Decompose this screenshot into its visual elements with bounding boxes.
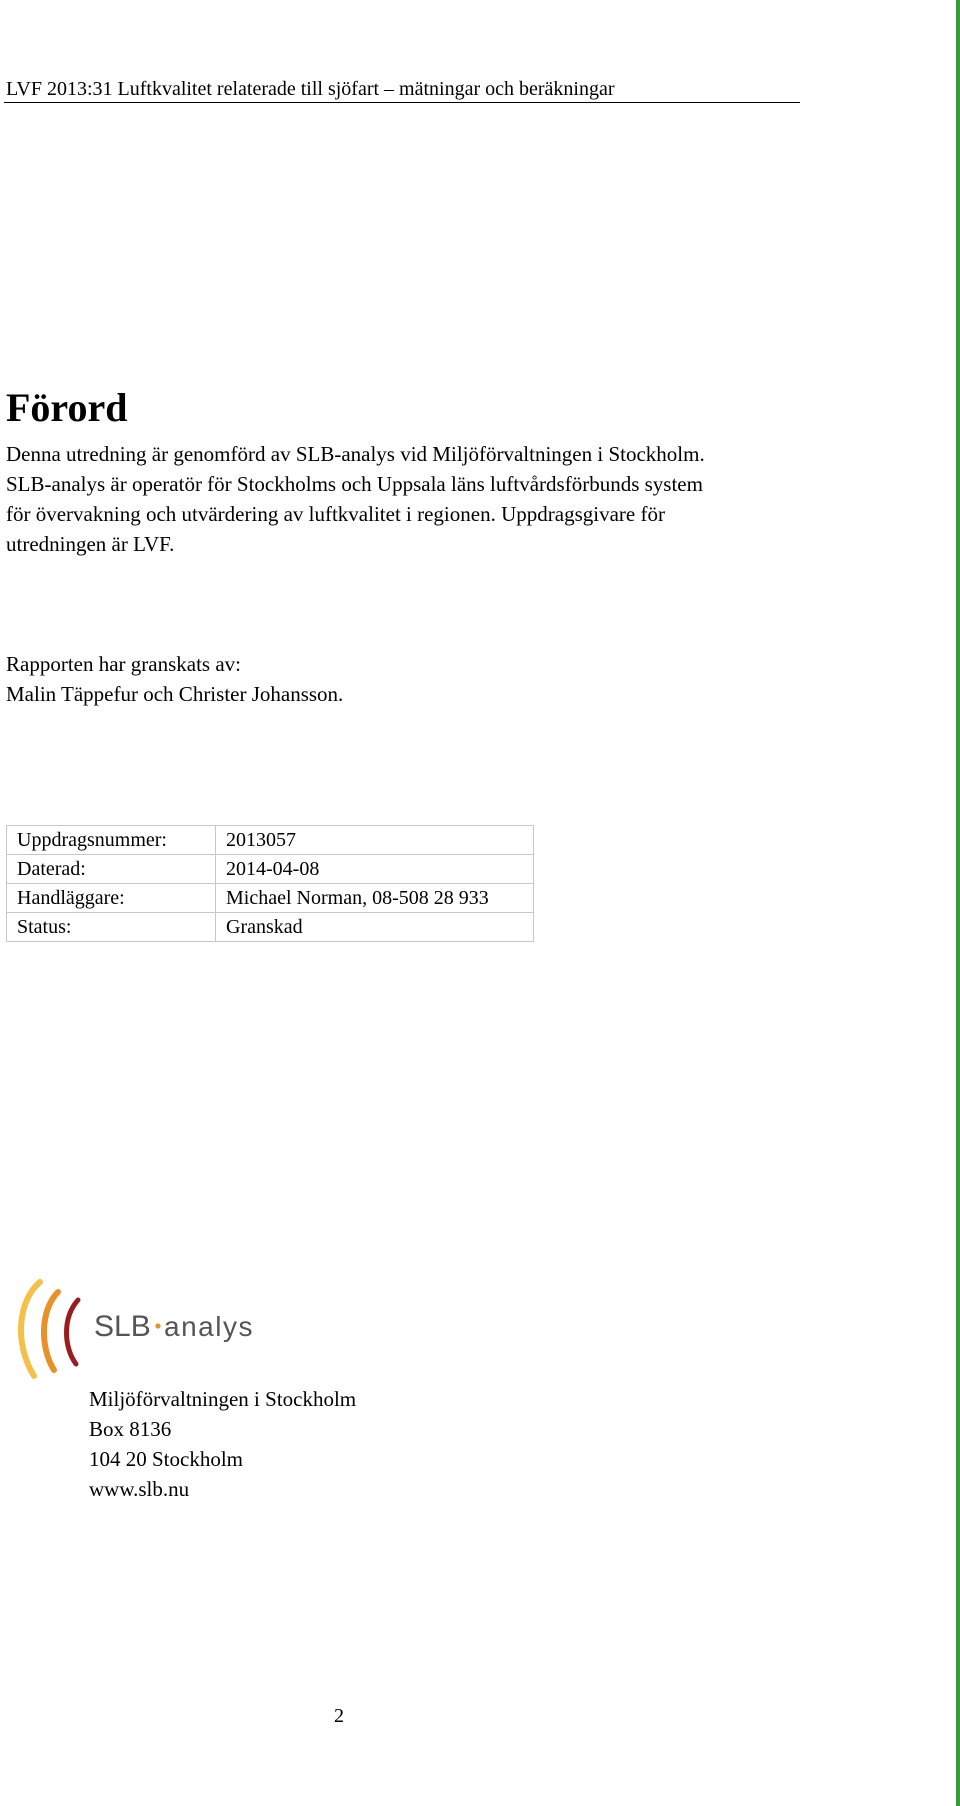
- page-number: 2: [334, 1705, 344, 1727]
- table-row: [7, 913, 534, 942]
- address-line: Miljöförvaltningen i Stockholm: [89, 1387, 357, 1411]
- logo-text-analys: analys: [164, 1311, 254, 1342]
- review-line: Rapporten har granskats av:: [6, 652, 242, 676]
- logo-dot: [155, 1323, 160, 1328]
- address-line: Box 8136: [89, 1417, 172, 1441]
- table-label: Uppdragsnummer:: [7, 826, 216, 855]
- table-value: Michael Norman, 08-508 28 933: [216, 884, 534, 913]
- table-label: Status:: [7, 913, 216, 942]
- table-value: 2014-04-08: [216, 855, 534, 884]
- intro-paragraph: [6, 439, 705, 559]
- logo-arc-orange: [44, 1292, 58, 1370]
- review-line: Malin Täppefur och Christer Johansson.: [6, 682, 344, 706]
- logo-text-slb: SLB: [94, 1310, 151, 1343]
- table-row: [7, 884, 534, 913]
- table-row: [7, 826, 534, 855]
- intro-line: Denna utredning är genomförd av SLB-analys vid Miljöförvaltningen i Stockholm.: [6, 442, 705, 466]
- intro-line: utredningen är LVF.: [6, 532, 175, 556]
- table-value: Granskad: [216, 913, 534, 942]
- section-heading: Förord: [6, 385, 128, 430]
- intro-line: SLB-analys är operatör för Stockholms och Uppsala läns luftvårdsförbunds system: [6, 472, 703, 496]
- table-value: 2013057: [216, 826, 534, 855]
- running-header: LVF 2013:31 Luftkvalitet relaterade till sjöfart – mätningar och beräkningar: [6, 78, 615, 100]
- address-block: [89, 1384, 356, 1504]
- table-row: [7, 855, 534, 884]
- address-line: 104 20 Stockholm: [89, 1447, 244, 1471]
- review-paragraph: [6, 649, 343, 709]
- table-label: Daterad:: [7, 855, 216, 884]
- table-label: Handläggare:: [7, 884, 216, 913]
- slb-analys-logo: [10, 1278, 256, 1380]
- page-edge-stripe: [956, 0, 960, 1806]
- header-rule: [4, 102, 800, 103]
- intro-line: för övervakning och utvärdering av luftkvalitet i regionen. Uppdragsgivare för: [6, 502, 665, 526]
- logo-arc-red: [67, 1300, 79, 1364]
- assignment-info-table: [6, 825, 534, 942]
- logo-arc-yellow: [21, 1282, 40, 1376]
- website-link[interactable]: www.slb.nu: [89, 1477, 190, 1501]
